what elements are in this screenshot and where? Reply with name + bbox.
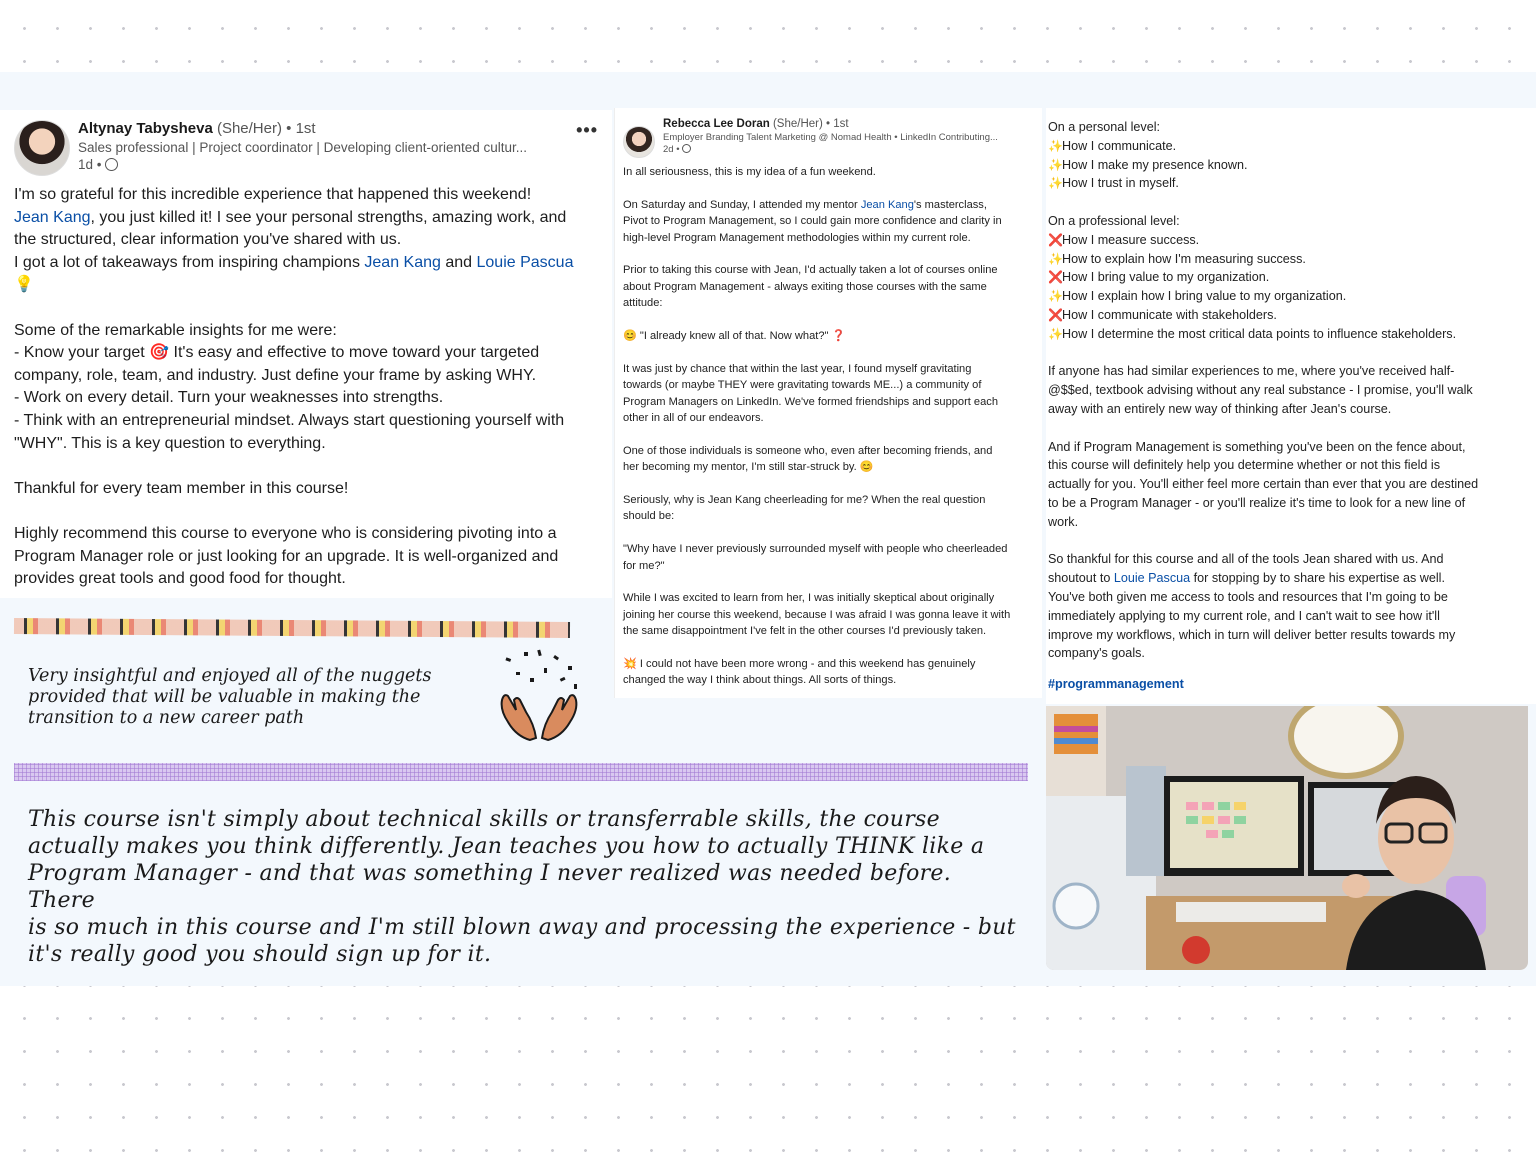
author-meta: [78, 120, 568, 172]
handwritten-quote-1: Very insightful and enjoyed all of the nuggets provided that will be valuable in making the transition to a new career path: [28, 666, 432, 728]
clapping-hands-icon: [494, 648, 584, 748]
sparkle-icon: ✨: [1048, 251, 1063, 266]
post-header: [623, 118, 1034, 158]
sparkle-icon: ✨: [1048, 326, 1063, 341]
list-item: ❌How I measure success.: [1048, 231, 1536, 250]
list-item: ✨How I trust in myself.: [1048, 174, 1536, 193]
post-body: I'm so grateful for this incredible experience that happened this weekend! Jean Kang, you just killed it! I see your personal strengths, amazing work, and the structured, clear information you've shared with us. I got a lot of takeaways from inspiring champions Jean Kang and Louie Pascua 💡 Some of the remarkable insights for me were: - Know your target 🎯 It's easy and effective to move toward your targeted company, role, team, and industry. Just define your frame by asking WHY. - Work on every detail. Turn your weaknesses into strengths. - Think with an entrepreneurial mindset. Always start questioning yourself with "WHY". This is a key question to everything. Thankful for every team member in this course! Highly recommend this course to everyone who is considering pivoting into a Program Manager role or just looking for an upgrade. It is well-organized and provides great tools and good food for thought.: [14, 184, 598, 591]
mention-jean-kang[interactable]: Jean Kang: [364, 253, 441, 271]
post-header: [14, 120, 598, 176]
author-name[interactable]: Rebecca Lee Doran (She/Her) • 1st: [663, 118, 849, 130]
globe-icon: [105, 158, 118, 171]
list-item: ✨How I make my presence known.: [1048, 156, 1536, 175]
sparkle-icon: ✨: [1048, 157, 1063, 172]
handwritten-quote-2: This course isn't simply about technical skills or transferrable skills, the course actually makes you think differently. Jean teaches you how to actually THINK like a Program Manager - and that was something I never realized was needed before. There is so much in this course and I'm still blown away and processing the experience - but it's really good you should sign up for it.: [28, 807, 1016, 967]
lightbulb-icon: 💡: [14, 276, 34, 294]
list-item: ❌How I bring value to my organization.: [1048, 268, 1536, 287]
sparkle-icon: ✨: [1048, 138, 1063, 153]
cross-mark-icon: ❌: [1048, 232, 1063, 247]
author-headline: Employer Branding Talent Marketing @ Nomad Health • LinkedIn Contributing...: [663, 132, 998, 143]
linkedin-post-rebecca-continued: [1046, 108, 1536, 704]
mention-jean-kang[interactable]: Jean Kang: [860, 198, 914, 211]
avatar[interactable]: [623, 126, 655, 158]
list-item: ✨How I determine the most critical data points to influence stakeholders.: [1048, 325, 1536, 344]
globe-icon: [682, 144, 691, 153]
hashtag-link[interactable]: #programmanagement: [1048, 677, 1184, 692]
author-pronouns: (She/Her): [216, 120, 282, 137]
professional-list: [1048, 231, 1536, 344]
linkedin-post-rebecca: [614, 108, 1042, 698]
connection-degree: • 1st: [826, 118, 849, 130]
washi-tape-decoration: [14, 763, 1028, 781]
cross-mark-icon: ❌: [1048, 307, 1063, 322]
avatar[interactable]: [14, 120, 70, 176]
list-item: ✨How I explain how I bring value to my organization.: [1048, 287, 1536, 306]
sparkle-icon: ✨: [1048, 289, 1063, 304]
author-name[interactable]: Altynay Tabysheva (She/Her) • 1st: [78, 120, 316, 137]
linkedin-post-altynay: [0, 110, 612, 598]
author-pronouns: (She/Her): [772, 118, 823, 130]
cross-mark-icon: ❌: [1048, 270, 1063, 285]
selfie-photo: [1046, 706, 1528, 970]
author-meta: [663, 118, 1033, 155]
sparkle-icon: ✨: [1048, 176, 1063, 191]
post-time: 1d •: [78, 157, 568, 172]
author-headline: Sales professional | Project coordinator | Developing client-oriented cultur...: [78, 140, 528, 155]
list-item: ✨How I communicate.: [1048, 137, 1536, 156]
personal-list: [1048, 137, 1536, 193]
mention-jean-kang[interactable]: Jean Kang: [14, 208, 91, 226]
post-time: 2d •: [663, 144, 1033, 155]
mention-louie-pascua[interactable]: Louie Pascua: [1113, 571, 1191, 586]
connection-degree: • 1st: [286, 120, 316, 137]
more-options-icon[interactable]: •••: [576, 120, 598, 140]
post-body: In all seriousness, this is my idea of a fun weekend. On Saturday and Sunday, I attended my mentor Jean Kang's masterclass, Pivot to Program Management, so I could gain more confidence and clarity in high-level Program Management methodologies within my current role. Prior to taking this course with Jean, I'd actually taken a lot of courses online about Program Management - always exiting those courses with the same attitude: 😊 "I already knew all of that. Now what?" ❓ It was just by chance that within the last year, I found myself gravitating towards (or maybe THEY were gravitating towards ME...) a community of Program Managers on LinkedIn. We've formed friendships and support each other in all of our endeavors. One of those individuals is someone who, even after becoming friends, and her becoming my mentor, I'm still star-struck by. 😊 Seriously, why is Jean Kang cheerleading for me? When the real question should be: "Why have I never previously surrounded myself with people who cheerleaded for me?" While I was excited to learn from her, I was initially skeptical about originally joining her course this weekend, because I was afraid I was gonna leave it with the same disappointment I've felt in the other courses I'd previously taken. 💥 I could not have been more wrong - and this weekend has genuinely changed the way I think about things. All sorts of things.: [623, 166, 1011, 687]
mention-louie-pascua[interactable]: Louie Pascua: [476, 253, 574, 271]
post-body: On a personal level: ✨How I communicate. ✨How I make my presence known. ✨How I trust in myself. On a professional level: ❌How I measure success. ✨How to explain how I'm measuring success. ❌How I bring value to my organization. ✨How I explain how I bring value to my organization. ❌How I communicate with stakeholders. ✨How I determine the most critical data points to influence stakeholders. If anyone has had similar experiences to me, where you've received half- @$$ed, textbook advising without any real substance - I promise, you'll walk away with an entirely new way of thinking after Jean's course. And if Program Management is something you've been on the fence about, this course will definitely help you determine whether or not this field is actually for you. You'll either feel more certain than ever that you are destined to be a Program Manager - or you'll realize it's time to look for a new line of work. So thankful for this course and all of the tools Jean shared with us. And shoutout to Louie Pascua for stopping by to share his expertise as well. You've both given me access to tools and resources that I'm going to be immediately applying to my current role, and I can't wait to see how it'll improve my workflows, which in turn will deliver better results towards my company's goals. #programmanagement: [1048, 118, 1536, 694]
list-item: ❌How I communicate with stakeholders.: [1048, 306, 1536, 325]
list-item: ✨How to explain how I'm measuring success.: [1048, 250, 1536, 269]
